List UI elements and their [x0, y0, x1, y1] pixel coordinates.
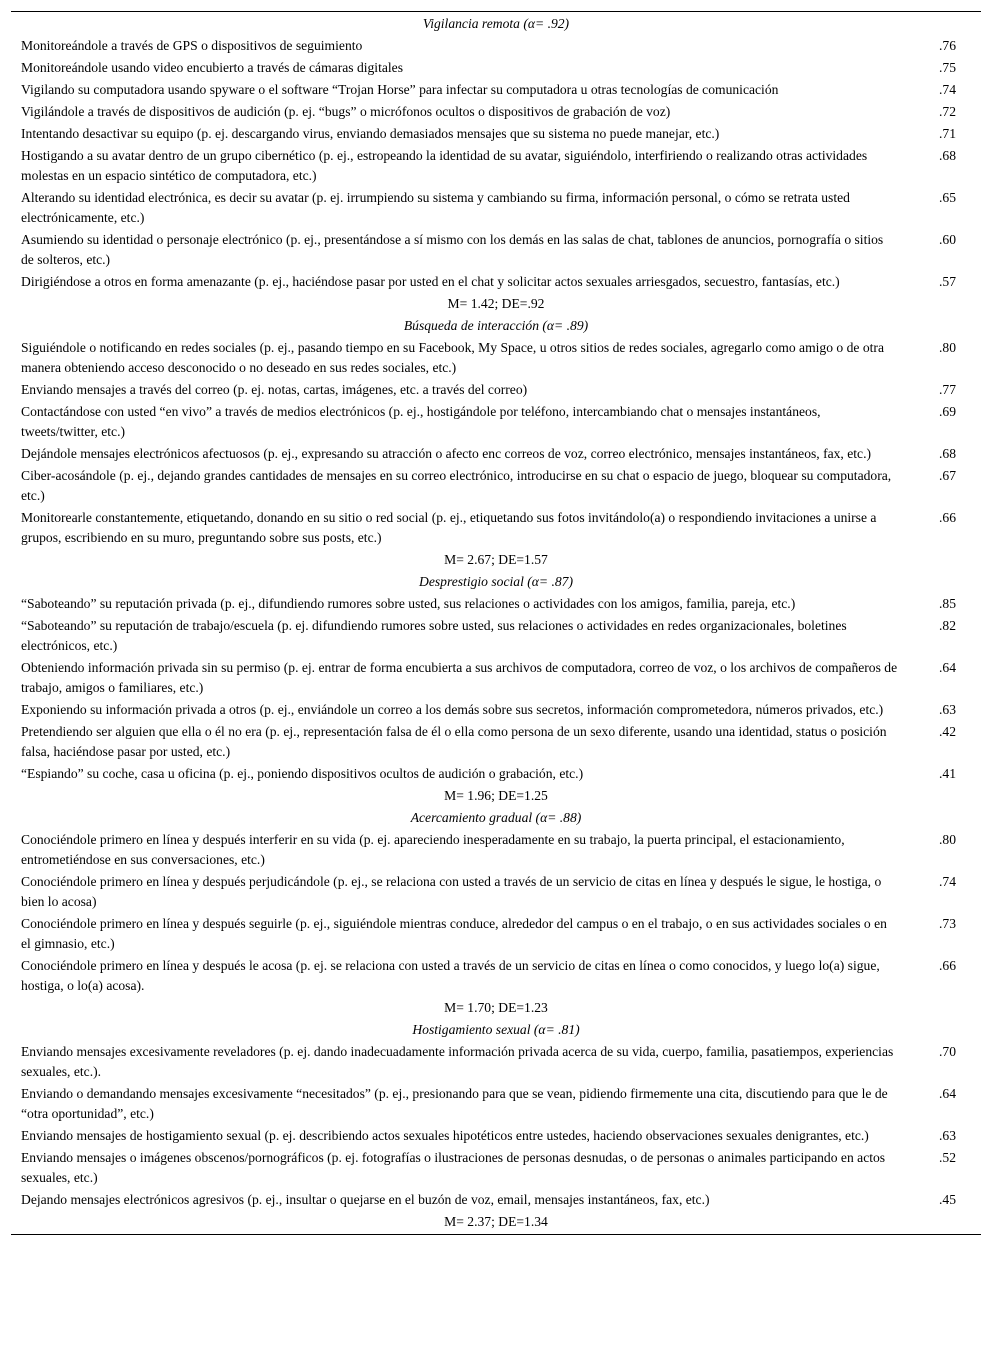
item-loading: .80 — [939, 340, 956, 355]
item-loading: .64 — [939, 1086, 956, 1101]
section-header-row — [11, 316, 981, 338]
item-loading: .66 — [939, 510, 956, 525]
item-text: Exponiendo su información privada a otros (p. ej., enviándole un correo a los demás sobre sus secretos, información comprometedora, números privados, etc.) — [21, 702, 884, 717]
table-body — [11, 14, 981, 1234]
table-row — [11, 466, 981, 508]
table-row — [11, 872, 981, 914]
item-loading: .73 — [939, 916, 956, 931]
item-loading: .85 — [939, 596, 956, 611]
item-text: Siguiéndole o notificando en redes sociales (p. ej., pasando tiempo en su Facebook, My Space, u otros sitios de redes sociales, agregarlo como amigo o de otra manera obteniendo acceso desconocido o no deseado en sus redes sociales, etc.) — [21, 340, 884, 375]
item-loading: .80 — [939, 832, 956, 847]
item-text: Contactándose con usted “en vivo” a través de medios electrónicos (p. ej., hostigándole por teléfono, intercambiando chat o mensajes instantáneos, tweets/twitter, etc.) — [21, 404, 821, 439]
item-text: Dirigiéndose a otros en forma amenazante (p. ej., haciéndose pasar por usted en el chat y solicitar actos sexuales arriesgados, secuestro, fantasías, etc.) — [21, 274, 840, 289]
table-row — [11, 764, 981, 786]
section-stats-row — [11, 294, 981, 316]
table-row — [11, 700, 981, 722]
section-header-row — [11, 1020, 981, 1042]
item-loading: .71 — [939, 126, 956, 141]
factor-loadings-table — [11, 14, 981, 1234]
section-stats-row — [11, 786, 981, 808]
item-loading: .82 — [939, 618, 956, 633]
item-loading: .74 — [939, 82, 956, 97]
item-loading: .42 — [939, 724, 956, 739]
item-text: Enviando mensajes de hostigamiento sexual (p. ej. describiendo actos sexuales hipotéticos entre ustedes, haciendo observaciones sexuales denigrantes, etc.) — [21, 1128, 869, 1143]
item-text: Monitoreándole usando video encubierto a través de cámaras digitales — [21, 60, 403, 75]
item-loading: .67 — [939, 468, 956, 483]
table-row — [11, 1190, 981, 1212]
section-title: Desprestigio social (α= .87) — [419, 574, 573, 589]
table-row — [11, 508, 981, 550]
section-stats: M= 1.96; DE=1.25 — [444, 788, 548, 803]
item-text: Monitorearle constantemente, etiquetando, donando en su sitio o red social (p. ej., etiquetando sus fotos invitándolo(a) o respondiendo invitaciones a unirse a grupos, escribiendo en su muro, preguntando sobre sus posts, etc.) — [21, 510, 877, 545]
table-row — [11, 830, 981, 872]
item-loading: .75 — [939, 60, 956, 75]
table-row — [11, 1042, 981, 1084]
table-row — [11, 658, 981, 700]
table-row — [11, 956, 981, 998]
table-row — [11, 272, 981, 294]
item-loading: .41 — [939, 766, 956, 781]
section-stats-row — [11, 998, 981, 1020]
item-loading: .63 — [939, 702, 956, 717]
section-title: Búsqueda de interacción (α= .89) — [403, 318, 589, 333]
item-loading: .60 — [939, 232, 956, 247]
table-row — [11, 1126, 981, 1148]
item-text: Alterando su identidad electrónica, es decir su avatar (p. ej. irrumpiendo su sistema y cambiando su firma, información personal, o cómo se retrata usted electrónicamente, etc.) — [21, 190, 850, 225]
item-text: Obteniendo información privada sin su permiso (p. ej. entrar de forma encubierta a sus archivos de computadora, correo de voz, o los archivos de compañeros de trabajo, amigos o familiares, etc.) — [21, 660, 898, 695]
table-row — [11, 124, 981, 146]
table-row — [11, 616, 981, 658]
item-text: Asumiendo su identidad o personaje electrónico (p. ej., presentándose a sí mismo con los demás en las salas de chat, tablones de anuncios, pornografía o sitios de solteros, etc.) — [21, 232, 884, 267]
item-loading: .77 — [939, 382, 956, 397]
item-loading: .57 — [939, 274, 956, 289]
item-loading: .68 — [939, 148, 956, 163]
item-text: Conociéndole primero en línea y después seguirle (p. ej., siguiéndole mientras conduce, alrededor del campus o en el trabajo, o en sus actividades sociales o en el gimnasio, etc.) — [21, 916, 887, 951]
item-text: Dejándole mensajes electrónicos afectuosos (p. ej., expresando su atracción o afecto enc correos de voz, correo electrónico, mensajes instantáneos, fax, etc.) — [21, 446, 872, 461]
item-text: Intentando desactivar su equipo (p. ej. descargando virus, enviando demasiados mensajes que su sistema no puede manejar, etc.) — [21, 126, 720, 141]
table-row — [11, 146, 981, 188]
table-row — [11, 338, 981, 380]
item-text: Enviando mensajes a través del correo (p. ej. notas, cartas, imágenes, etc. a través del correo) — [21, 382, 528, 397]
item-text: Hostigando a su avatar dentro de un grupo cibernético (p. ej., estropeando la identidad de su avatar, siguiéndolo, interfiriendo o realizando otras actividades molestas en un espacio sintético de computadora, etc.) — [21, 148, 868, 183]
table-row — [11, 594, 981, 616]
item-loading: .52 — [939, 1150, 956, 1165]
item-loading: .76 — [939, 38, 956, 53]
item-loading: .70 — [939, 1044, 956, 1059]
item-text: Dejando mensajes electrónicos agresivos (p. ej., insultar o quejarse en el buzón de voz, email, mensajes instantáneos, fax, etc.) — [21, 1192, 710, 1207]
item-text: Enviando o demandando mensajes excesivamente “necesitados” (p. ej., presionando para que se vean, pidiendo firmemente una cita, discutiendo para que le de “otra oportunidad”, etc.) — [21, 1086, 888, 1121]
item-text: “Espiando” su coche, casa u oficina (p. ej., poniendo dispositivos ocultos de audición o grabación, etc.) — [21, 766, 584, 781]
item-loading: .69 — [939, 404, 956, 419]
section-header-row — [11, 572, 981, 594]
item-text: Ciber-acosándole (p. ej., dejando grandes cantidades de mensajes en su correo electrónico, introducirse en su chat o espacio de juego, bloquear su computadora, etc.) — [21, 468, 892, 503]
item-text: Pretendiendo ser alguien que ella o él no era (p. ej., representación falsa de él o ella como persona de un sexo diferente, usando una identidad, status o posición falsa, haciéndose pasar por usted, etc.) — [21, 724, 887, 759]
section-stats: M= 2.37; DE=1.34 — [444, 1214, 548, 1229]
item-text: Vigilándole a través de dispositivos de audición (p. ej. “bugs” o micrófonos ocultos o dispositivos de grabación de voz) — [21, 104, 671, 119]
table-row — [11, 102, 981, 124]
table-row — [11, 188, 981, 230]
table-row — [11, 914, 981, 956]
section-stats-row — [11, 1212, 981, 1234]
table-row — [11, 58, 981, 80]
item-text: Vigilando su computadora usando spyware o el software “Trojan Horse” para infectar su computadora u otras tecnologías de comunicación — [21, 82, 779, 97]
table-row — [11, 230, 981, 272]
item-loading: .45 — [939, 1192, 956, 1207]
table-row — [11, 444, 981, 466]
item-loading: .72 — [939, 104, 956, 119]
section-header-row — [11, 14, 981, 36]
table-row — [11, 402, 981, 444]
item-text: Monitoreándole a través de GPS o dispositivos de seguimiento — [21, 38, 363, 53]
factor-table — [11, 11, 981, 1235]
item-text: Conociéndole primero en línea y después interferir en su vida (p. ej. apareciendo inesperadamente en su trabajo, la puerta principal, el estacionamiento, entrometiéndose en sus conversaciones, etc.) — [21, 832, 845, 867]
item-text: Enviando mensajes o imágenes obscenos/pornográficos (p. ej. fotografías o ilustraciones de personas desnudas, o de personas o animales participando en actos sexuales, etc.) — [21, 1150, 886, 1185]
item-text: Enviando mensajes excesivamente reveladores (p. ej. dando inadecuadamente información privada acerca de su vida, cuerpo, familia, pasatiempos, experiencias sexuales, etc.). — [21, 1044, 894, 1079]
table-row — [11, 36, 981, 58]
table-row — [11, 1084, 981, 1126]
item-loading: .63 — [939, 1128, 956, 1143]
item-text: Conociéndole primero en línea y después perjudicándole (p. ej., se relaciona con usted a través de un servicio de citas en línea y después le sigue, le hostiga, o bien lo acosa) — [21, 874, 882, 909]
item-loading: .68 — [939, 446, 956, 461]
section-stats: M= 1.42; DE=.92 — [447, 296, 545, 311]
item-text: Conociéndole primero en línea y después le acosa (p. ej. se relaciona con usted a través de un servicio de citas en línea o como conocidos, y luego lo(a) sigue, hostiga, o lo(a) acosa). — [21, 958, 880, 993]
section-title: Vigilancia remota (α= .92) — [422, 16, 570, 31]
table-row — [11, 80, 981, 102]
table-row — [11, 380, 981, 402]
item-loading: .65 — [939, 190, 956, 205]
section-stats-row — [11, 550, 981, 572]
section-title: Hostigamiento sexual (α= .81) — [412, 1022, 580, 1037]
section-title: Acercamiento gradual (α= .88) — [410, 810, 582, 825]
table-row — [11, 1148, 981, 1190]
item-text: “Saboteando” su reputación privada (p. ej., difundiendo rumores sobre usted, sus relaciones o actividades con los amigos, familia, pareja, etc.) — [21, 596, 796, 611]
table-row — [11, 722, 981, 764]
section-stats: M= 1.70; DE=1.23 — [444, 1000, 548, 1015]
section-stats: M= 2.67; DE=1.57 — [444, 552, 548, 567]
item-text: “Saboteando” su reputación de trabajo/escuela (p. ej. difundiendo rumores sobre usted, sus relaciones o actividades en redes organizacionales, boletines electrónicos, etc.) — [21, 618, 847, 653]
item-loading: .66 — [939, 958, 956, 973]
item-loading: .64 — [939, 660, 956, 675]
item-loading: .74 — [939, 874, 956, 889]
section-header-row — [11, 808, 981, 830]
